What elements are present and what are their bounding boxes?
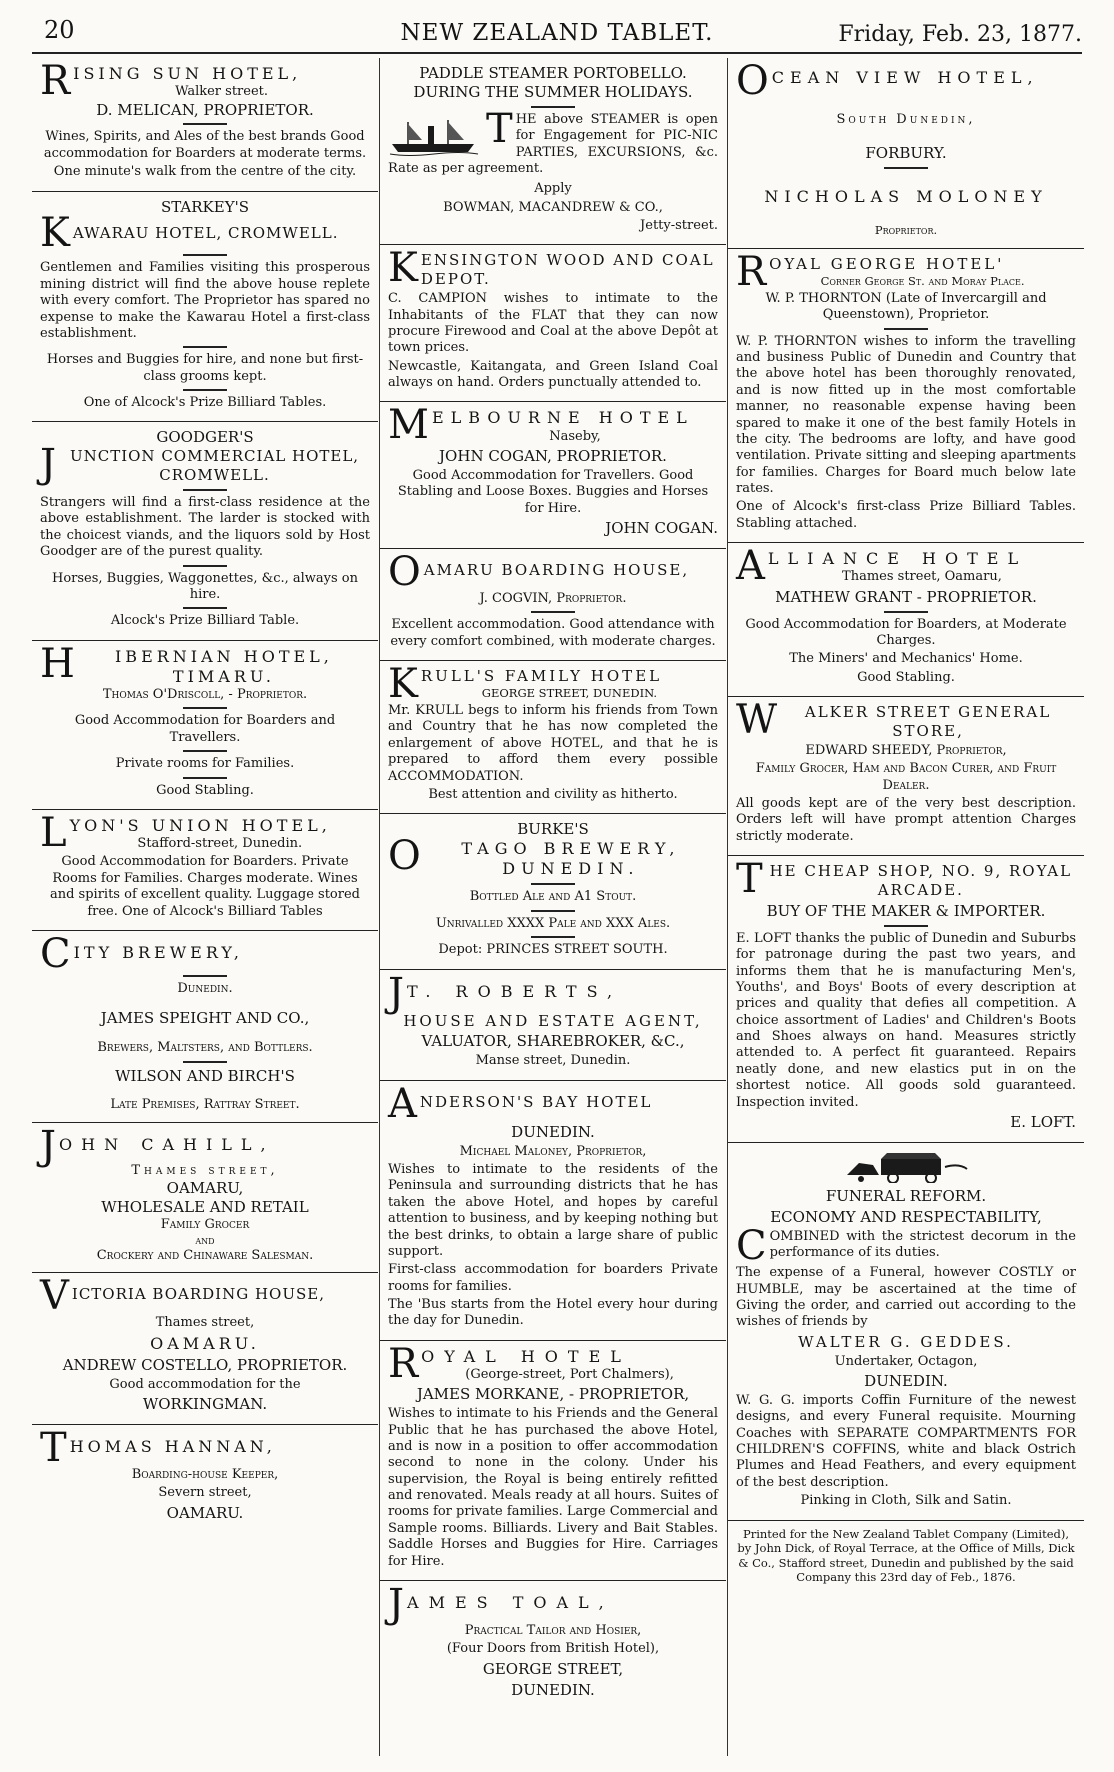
ad-address: Manse street, Dunedin. — [475, 1053, 631, 1069]
ad-lyons-union-hotel — [32, 810, 378, 931]
ad-heading: AMES TOAL, — [407, 1592, 614, 1612]
ad-horses: Horses, Buggies, Waggonettes, &c., always on hire. — [51, 570, 358, 602]
drop-cap: K — [388, 661, 418, 707]
ad-address: GEORGE STREET, — [482, 1659, 624, 1678]
ad-hibernian-hotel — [32, 641, 378, 810]
drop-cap: A — [388, 1080, 417, 1127]
divider — [183, 607, 227, 609]
divider — [884, 328, 928, 330]
ad-proprietor: Michael Maloney, Proprietor, — [459, 1143, 647, 1159]
ad-heading: TAGO BREWERY, DUNEDIN. — [461, 839, 681, 879]
drop-cap: J — [388, 1580, 405, 1627]
ad-body-2: Newcastle, Kaitangata, and Green Island Coal always on hand. Orders punctually attended to. — [388, 358, 718, 391]
drop-cap: H — [40, 640, 75, 687]
ad-body: Wines, Spirits, and Ales of the best brands Good accommodation for Boarders at moderate terms. — [43, 129, 367, 161]
ad-melbourne-hotel — [380, 402, 726, 548]
ad-kawarau-hotel — [32, 192, 378, 423]
ad-proprietor: ANDREW COSTELLO, PROPRIETOR. — [62, 1355, 348, 1374]
ad-body: Wishes to intimate to the residents of the Peninsula and surrounding districts that he has taken the above Hotel, and hopes by careful attention to business, and by keeping nothing but the best drinks, to obtain a large share of public support. — [388, 1162, 718, 1259]
ad-subheading: ECONOMY AND RESPECTABILITY, — [770, 1207, 1042, 1226]
drop-cap: C — [736, 1222, 767, 1269]
divider — [884, 925, 928, 927]
ad-heading: LLIANCE HOTEL — [767, 549, 1028, 569]
ad-rooms: Private rooms for Families. — [115, 756, 295, 772]
ad-heading: ITY BREWERY, — [73, 942, 243, 962]
ad-address: Severn street, — [158, 1485, 252, 1501]
ad-body: OMBINED with the strictest decorum in the performance of its duties. — [769, 1228, 1076, 1260]
divider — [183, 389, 227, 391]
ad-trade: Boarding-house Keeper, — [131, 1466, 279, 1482]
ad-john-cahill — [32, 1123, 378, 1273]
ad-royal-george-hotel — [728, 249, 1084, 543]
ad-proprietor: JOHN COGAN, PROPRIETOR. — [439, 446, 667, 465]
ad-place: South Dunedin, — [836, 112, 976, 127]
ad-ocean-view-hotel — [728, 58, 1084, 249]
drop-cap: J — [40, 441, 57, 488]
column-3 — [728, 58, 1084, 1756]
ad-heading: PADDLE STEAMER PORTOBELLO. — [419, 64, 687, 82]
ad-james-toal — [380, 1581, 726, 1710]
ad-proprietor: Thomas O'Driscoll, - Proprietor. — [102, 687, 308, 703]
ad-andersons-bay-hotel — [380, 1081, 726, 1341]
divider — [183, 750, 227, 752]
ad-heading: OHN CAHILL, — [59, 1134, 275, 1154]
ad-paddle-steamer — [380, 58, 726, 245]
ad-depot: Depot: PRINCES STREET SOUTH. — [438, 942, 668, 958]
masthead — [32, 14, 1082, 54]
ad-body: Strangers will find a first-class residence at the above establishment. The larder is stocked with the choicest viands, and the liquors sold by Host Goodger are of the purest quality. — [40, 495, 370, 560]
ad-heading: HOMAS HANNAN, — [69, 1436, 276, 1456]
ad-name: NICHOLAS MOLONEY — [764, 187, 1048, 207]
ad-royal-hotel — [380, 1341, 726, 1581]
drop-cap: J — [388, 969, 405, 1016]
ad-note: Best attention and civility as hitherto. — [428, 786, 678, 802]
ad-heading: ELBOURNE HOTEL — [431, 408, 694, 428]
ad-workingman: WORKINGMAN. — [142, 1395, 268, 1414]
drop-cap: K — [40, 210, 70, 257]
ad-stabling: Good Stabling. — [857, 669, 955, 685]
ad-owners: JAMES SPEIGHT AND CO., — [100, 1009, 310, 1028]
ad-town: DUNEDIN. — [511, 1680, 595, 1699]
ad-address: Thames street, — [131, 1162, 279, 1178]
column-1 — [32, 58, 378, 1756]
ad-note: One minute's walk from the centre of the city. — [53, 164, 357, 180]
ad-body: Good Accommodation for Boarders and Travellers. — [74, 713, 336, 745]
ad-preheading: BURKE'S — [517, 820, 589, 839]
ad-body: Good Accommodation for Travellers. Good Stabling and Loose Boxes. Buggies and Horses for Hire. — [397, 467, 709, 516]
drop-cap: O — [736, 58, 769, 104]
ad-trade-2: VALUATOR, SHAREBROKER, &C., — [421, 1032, 685, 1051]
ad-wharf: Jetty-street. — [640, 218, 718, 234]
ad-subheading: DURING THE SUMMER HOLIDAYS. — [413, 82, 693, 101]
ad-body: E. LOFT thanks the public of Dunedin and Suburbs for patronage during the past two years, and informs them that he is manufacturing Men's, Youths', and Boys' Boots of every description at prices and quality that defies all competition. A choice assortment of Ladies' and Children's Boots and Shoes always on hand. Measures strictly attended to. A perfect fit guaranteed. Repairs neatly done, and new elastics put in on the shortest notice. All goods sold guaranteed. Inspection invited. — [736, 930, 1076, 1110]
ad-proprietor: W. P. THORNTON (Late of Invercargill and Queenstown), Proprietor. — [765, 290, 1047, 323]
ad-town: OAMARU. — [166, 1503, 244, 1522]
ad-billiard: One of Alcock's first-class Prize Billiard Tables. Stabling attached. — [736, 499, 1076, 531]
ad-name: WALTER G. GEDDES. — [798, 1332, 1014, 1351]
ad-body: W. P. THORNTON wishes to inform the travelling and business Public of Dunedin and Country that the above hotel has been thoroughly renovated, and is now fitted up in the most comfortable manner, no reasonable expense having been spared to make it one of the best family Hotels in the city. The bedrooms are lofty, and have good ventilation. Private sitting and sleeping apartments for families. Charges for Board much below late rates. — [736, 333, 1076, 497]
drop-cap: O — [388, 833, 421, 880]
ad-heading: NDERSON'S BAY HOTEL — [419, 1092, 653, 1111]
ad-j-t-roberts — [380, 970, 726, 1081]
divider — [183, 565, 227, 567]
ad-body: HE above STEAMER is open for Engagement for PIC-NIC PARTIES, EXCURSIONS, &c. Rate as per agreement. — [388, 111, 718, 176]
ad-body: Good Accommodation for Boarders, at Moderate Charges. — [745, 616, 1067, 648]
ad-proprietor: JAMES MORKANE, - PROPRIETOR, — [416, 1385, 690, 1404]
ad-proprietor: J. COGVIN, Proprietor. — [479, 590, 627, 606]
page-number: 20 — [44, 16, 75, 44]
ad-billiard: One of Alcock's Prize Billiard Tables. — [83, 395, 327, 411]
divider — [531, 936, 575, 938]
ad-heading: ENSINGTON WOOD AND COAL DEPOT. — [420, 251, 715, 289]
ad-cheap-shop — [728, 856, 1084, 1143]
ad-address: (George-street, Port Chalmers), — [465, 1366, 674, 1382]
ad-signature: JOHN COGAN. — [605, 518, 718, 537]
ad-body: C. CAMPION wishes to intimate to the Inhabitants of the FLAT that they can now procure Firewood and Coal at the above Depôt at town prices. — [388, 291, 718, 356]
ad-heading: UNCTION COMMERCIAL HOTEL, CROMWELL. — [69, 447, 360, 485]
divider — [531, 611, 575, 613]
steamer-illustration — [388, 114, 480, 158]
divider — [884, 611, 928, 613]
drop-cap: C — [40, 930, 71, 977]
ad-city-brewery — [32, 931, 378, 1123]
ad-and: and — [195, 1233, 215, 1248]
divider — [183, 254, 227, 256]
column-2 — [380, 58, 726, 1756]
ad-town: OAMARU. — [150, 1333, 260, 1353]
ad-grocer: Family Grocer — [160, 1217, 250, 1233]
ad-heading: T. ROBERTS, — [407, 981, 623, 1001]
drop-cap: K — [388, 245, 418, 292]
ad-area: FORBURY. — [865, 144, 947, 163]
ad-alliance-hotel — [728, 543, 1084, 697]
ad-body: Mr. KRULL begs to inform his friends from Town and Country that he has now completed the enlargement of above HOTEL, and that he is prepared to afford them every possible ACCOMMODATION. — [388, 703, 718, 784]
ad-preheading: GOODGER'S — [156, 428, 254, 447]
ad-address: Thames street, Oamaru, — [842, 569, 1002, 585]
ad-krulls-family-hotel — [380, 661, 726, 814]
ad-heading: ALKER STREET GENERAL STORE, — [804, 703, 1052, 740]
ad-victoria-boarding-house — [32, 1273, 378, 1425]
ad-body-3: W. G. G. imports Coffin Furniture of the newest designs, and every Funeral requisite. Mourning Coaches with SEPARATE COMPARTMENTS FOR CHILDREN'S COFFINS, white and black Ostrich Plumes and Head Feathers, and every equipment of the best description. — [736, 1392, 1076, 1490]
ad-trade: WHOLESALE AND RETAIL — [101, 1198, 309, 1217]
drop-cap: O — [388, 548, 421, 595]
ad-thomas-hannan — [32, 1425, 378, 1533]
drop-cap: J — [40, 1122, 57, 1169]
ad-heading: AWARAU HOTEL, CROMWELL. — [72, 224, 339, 243]
ad-products: Bottled Ale and A1 Stout. — [469, 889, 637, 905]
ad-body: Good accommodation for the — [109, 1376, 301, 1392]
ad-signature: E. LOFT. — [1010, 1112, 1076, 1131]
ad-pinking: Pinking in Cloth, Silk and Satin. — [800, 1493, 1012, 1509]
divider — [183, 489, 227, 491]
drop-cap: A — [736, 543, 765, 590]
drop-cap: M — [388, 402, 429, 449]
ad-address: Stafford-street, Dunedin. — [137, 836, 303, 852]
divider — [183, 975, 227, 977]
ad-body-3: The 'Bus starts from the Hotel every hour during the day for Dunedin. — [388, 1297, 718, 1329]
hearse-illustration — [841, 1153, 971, 1183]
ad-address: Thames street, — [155, 1315, 255, 1331]
ad-place: DUNEDIN. — [511, 1122, 595, 1141]
divider — [183, 1061, 227, 1063]
ad-role: Undertaker, Octagon, — [834, 1353, 978, 1369]
drop-cap: L — [40, 809, 67, 856]
ad-body-2: The expense of a Funeral, however COSTLY or HUMBLE, may be ascertained at the time of Giving the order, and carried out according to the wishes of friends by — [736, 1265, 1076, 1330]
ad-location: (Four Doors from British Hotel), — [446, 1641, 660, 1657]
paper-title: NEW ZEALAND TABLET. — [400, 20, 714, 46]
ad-heading: OYAL HOTEL — [421, 1346, 631, 1366]
ad-place: Naseby, — [549, 428, 601, 444]
drop-cap: V — [40, 1273, 69, 1320]
ad-junction-hotel — [32, 422, 378, 640]
divider — [183, 123, 227, 125]
ad-premises: Late Premises, Rattray Street. — [110, 1097, 300, 1113]
ad-body: Wishes to intimate to his Friends and the General Public that he has purchased the above Hotel, and is now in a position to offer accommodation second to none in the colony. Under his supervision, the Royal is being entirely refitted and renovated. Meals ready at all hours. Suites of rooms for private families. Large Commercial and Sample rooms. Billiards. Livery and Bait Stables. Saddle Horses and Buggies for Hire. Carriages for Hire. — [388, 1406, 718, 1569]
ad-heading: RULL'S FAMILY HOTEL — [420, 667, 663, 685]
ad-body: All goods kept are of the very best description. Orders left will have prompt attention Charges strictly moderate. — [736, 795, 1076, 844]
ad-trade: Practical Tailor and Hosier, — [464, 1622, 642, 1638]
ad-preheading: STARKEY'S — [160, 197, 250, 216]
divider — [531, 910, 575, 912]
drop-cap: R — [388, 1340, 419, 1387]
drop-cap: T — [486, 105, 513, 152]
ad-walker-street-store — [728, 697, 1084, 856]
ad-trade: Family Grocer, Ham and Bacon Curer, and Fruit Dealer. — [755, 761, 1057, 793]
ad-address: Walker street. — [175, 84, 269, 100]
ad-apply: Apply — [534, 181, 572, 197]
ad-heading: YON'S UNION HOTEL, — [69, 815, 331, 835]
ad-firm: WILSON AND BIRCH'S — [115, 1066, 295, 1085]
divider — [531, 106, 575, 108]
drop-cap: W — [736, 697, 778, 744]
ad-heading: CEAN VIEW HOTEL, — [771, 68, 1039, 87]
ad-address: GEORGE STREET, DUNEDIN. — [481, 685, 658, 700]
drop-cap: T — [736, 856, 763, 903]
ad-funeral-reform — [728, 1143, 1084, 1521]
ad-heading: IBERNIAN HOTEL, TIMARU. — [114, 646, 333, 686]
ad-heading: ISING SUN HOTEL, — [73, 64, 302, 83]
ad-subheading: BUY OF THE MAKER & IMPORTER. — [766, 901, 1046, 920]
drop-cap: T — [40, 1424, 67, 1471]
ad-body: Gentlemen and Families visiting this prosperous mining district will find the above house replete with every comfort. The Proprietor has spared no expense to make the Kawarau Hotel a first-class establishment. — [40, 260, 370, 341]
issue-date: Friday, Feb. 23, 1877. — [838, 22, 1082, 47]
divider — [183, 707, 227, 709]
ad-trade: HOUSE AND ESTATE AGENT, — [403, 1011, 703, 1030]
ad-proprietor: EDWARD SHEEDY, Proprietor, — [805, 742, 1007, 758]
ad-heading: FUNERAL REFORM. — [825, 1186, 987, 1205]
ad-heading: HE CHEAP SHOP, NO. 9, ROYAL ARCADE. — [769, 862, 1073, 899]
ad-stabling: Good Stabling. — [156, 782, 254, 798]
ad-proprietor: D. MELICAN, PROPRIETOR. — [96, 100, 314, 119]
divider — [531, 883, 575, 885]
ad-home: The Miners' and Mechanics' Home. — [789, 651, 1023, 667]
ad-town: DUNEDIN. — [864, 1372, 948, 1391]
ad-rising-sun-hotel — [32, 58, 378, 192]
ad-trade: Brewers, Maltsters, and Bottlers. — [97, 1040, 313, 1056]
ad-body: Good Accommodation for Boarders. Private Rooms for Families. Charges moderate. Wines and spirits of excellent quality. Luggage stored free. One of Alcock's Billiard Tables — [49, 854, 360, 919]
ad-billiard: Alcock's Prize Billiard Table. — [110, 613, 300, 629]
ad-body-2: First-class accommodation for boarders Private rooms for families. — [388, 1262, 718, 1294]
divider — [183, 346, 227, 348]
ad-role: Proprietor. — [874, 223, 938, 238]
ad-agent: BOWMAN, MACANDREW & CO., — [443, 199, 663, 215]
divider — [183, 777, 227, 779]
ad-heading: AMARU BOARDING HOUSE, — [423, 560, 690, 579]
ad-heading: OYAL GEORGE HOTEL' — [769, 254, 1005, 273]
ad-otago-brewery — [380, 814, 726, 969]
ad-heading: ICTORIA BOARDING HOUSE, — [71, 1285, 325, 1304]
ad-town: OAMARU, — [166, 1179, 244, 1198]
ad-proprietor: MATHEW GRANT - PROPRIETOR. — [775, 587, 1037, 606]
ad-body: Excellent accommodation. Good attendance with every comfort combined, with moderate charges. — [390, 617, 716, 649]
drop-cap: R — [40, 58, 71, 104]
divider — [884, 167, 928, 169]
ad-oamaru-boarding-house — [380, 549, 726, 661]
ad-address: Corner George St. and Moray Place. — [820, 273, 1025, 288]
ad-horses: Horses and Buggies for hire, and none but first-class grooms kept. — [46, 352, 364, 384]
drop-cap: R — [736, 248, 767, 295]
ad-crockery: Crockery and Chinaware Salesman. — [96, 1247, 314, 1263]
ad-xxxx: Unrivalled XXXX Pale and XXX Ales. — [435, 915, 671, 931]
imprint: Printed for the New Zealand Tablet Company (Limited), by John Dick, of Royal Terrace, at the Office of Mills, Dick & Co., Stafford street, Dunedin and published by the said Company this 23rd day of Feb., 1876. — [737, 1526, 1075, 1585]
ad-place: Dunedin. — [177, 980, 233, 996]
ad-kensington-depot — [380, 245, 726, 402]
